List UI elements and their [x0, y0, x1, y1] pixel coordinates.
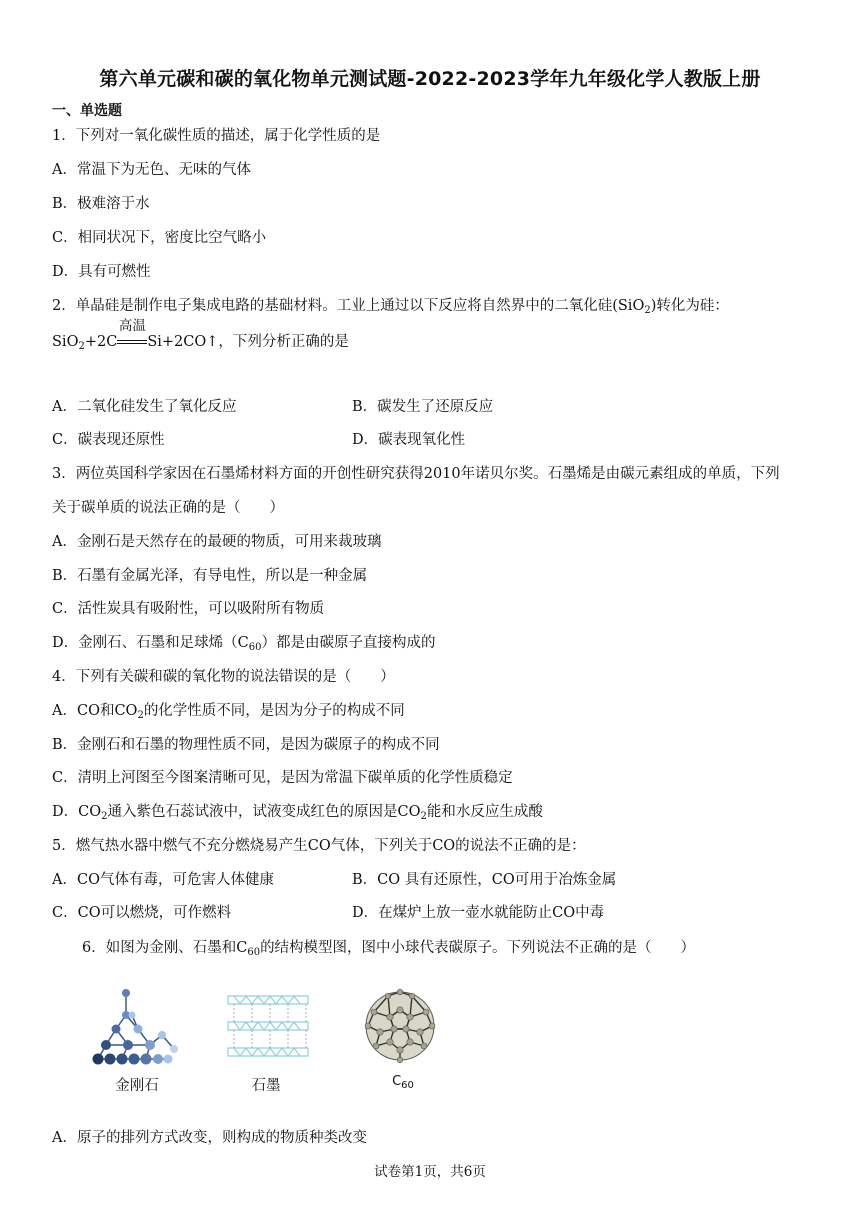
q4-option-c: C．清明上河图至今图案清晰可见，是因为常温下碳单质的化学性质稳定 — [52, 770, 513, 786]
q2-option-b: B．碳发生了还原反应 — [352, 399, 494, 415]
q2-option-c: C．碳表现还原性 — [52, 432, 165, 448]
q4-option-b: B．金刚石和石墨的物理性质不同，是因为碳原子的构成不同 — [52, 737, 440, 753]
q4-option-a: A．CO和$CO_2$的化学性质不同，是因为分子的构成不同 — [52, 703, 405, 721]
q6-option-a: A．原子的排列方式改变，则构成的物质种类改变 — [52, 1130, 367, 1146]
diamond-structure-icon — [88, 985, 188, 1071]
q4-stem: 4．下列有关碳和碳的氧化物的说法错误的是（ ） — [52, 669, 395, 685]
caption-diamond: 金刚石 — [115, 1078, 159, 1094]
q3-option-c: C．活性炭具有吸附性，可以吸附所有物质 — [52, 601, 325, 617]
q3-stem-line1: 3．两位英国科学家因在石墨烯材料方面的开创性研究获得2010年诺贝尔奖。石墨烯是由碳元素组成的单质，下列 — [52, 466, 780, 482]
graphite-structure-icon — [224, 990, 312, 1066]
reaction-condition: 高温 — [118, 318, 146, 334]
q2-option-d: D．碳表现氧化性 — [352, 432, 466, 448]
caption-c60: $C_{60}$ — [392, 1074, 414, 1091]
caption-graphite: 石墨 — [251, 1078, 281, 1094]
q2-option-a: A．二氧化硅发生了氧化反应 — [52, 399, 237, 415]
q2-equation: SiO$_2$+2C 高温 Si+2CO↑，下列分析正确的是 — [52, 330, 349, 351]
q4-option-d: D．$CO_2$通入紫色石蕊试液中，试液变成红色的原因是$CO_2$能和水反应生成酸 — [52, 804, 543, 822]
q5-option-b: B．CO 具有还原性，CO可用于冶炼金属 — [352, 872, 617, 888]
q1-option-d: D．具有可燃性 — [52, 264, 151, 280]
q3-option-b: B．石墨有金属光泽，有导电性，所以是一种金属 — [52, 568, 368, 584]
q5-stem: 5．燃气热水器中燃气不充分燃烧易产生CO气体，下列关于CO的说法不正确的是： — [52, 838, 586, 854]
q3-option-a: A．金刚石是天然存在的最硬的物质，可用来裁玻璃 — [52, 534, 382, 550]
q1-option-b: B．极难溶于水 — [52, 196, 150, 212]
page-footer: 试卷第1页，共6页 — [374, 1164, 486, 1180]
q3-stem-line2: 关于碳单质的说法正确的是（ ） — [52, 500, 284, 516]
page-title: 第六单元碳和碳的氧化物单元测试题-2022-2023学年九年级化学人教版上册 — [99, 68, 761, 90]
q2-stem: 2．单晶硅是制作电子集成电路的基础材料。工业上通过以下反应将自然界中的二氧化硅(SiO$_2$)转化为硅： — [52, 298, 729, 316]
q6-stem: 6．如图为金刚、石墨和$C_{60}$的结构模型图，图中小球代表碳原子。下列说法不正确的是（ ） — [82, 940, 696, 958]
q5-option-a: A．CO气体有毒，可危害人体健康 — [52, 872, 274, 888]
q5-option-d: D．在煤炉上放一壶水就能防止CO中毒 — [352, 905, 605, 921]
c60-structure-icon — [360, 986, 440, 1066]
q3-option-d: D．金刚石、石墨和足球烯$(C_{60})$都是由碳原子直接构成的 — [52, 635, 436, 653]
q1-option-a: A．常温下为无色、无味的气体 — [52, 162, 251, 178]
q5-option-c: C．CO可以燃烧，可作燃料 — [52, 905, 232, 921]
section-heading: 一、单选题 — [52, 103, 122, 119]
q1-stem: 1．下列对一氧化碳性质的描述，属于化学性质的是 — [52, 128, 381, 144]
q1-option-c: C．相同状况下，密度比空气略小 — [52, 230, 267, 246]
